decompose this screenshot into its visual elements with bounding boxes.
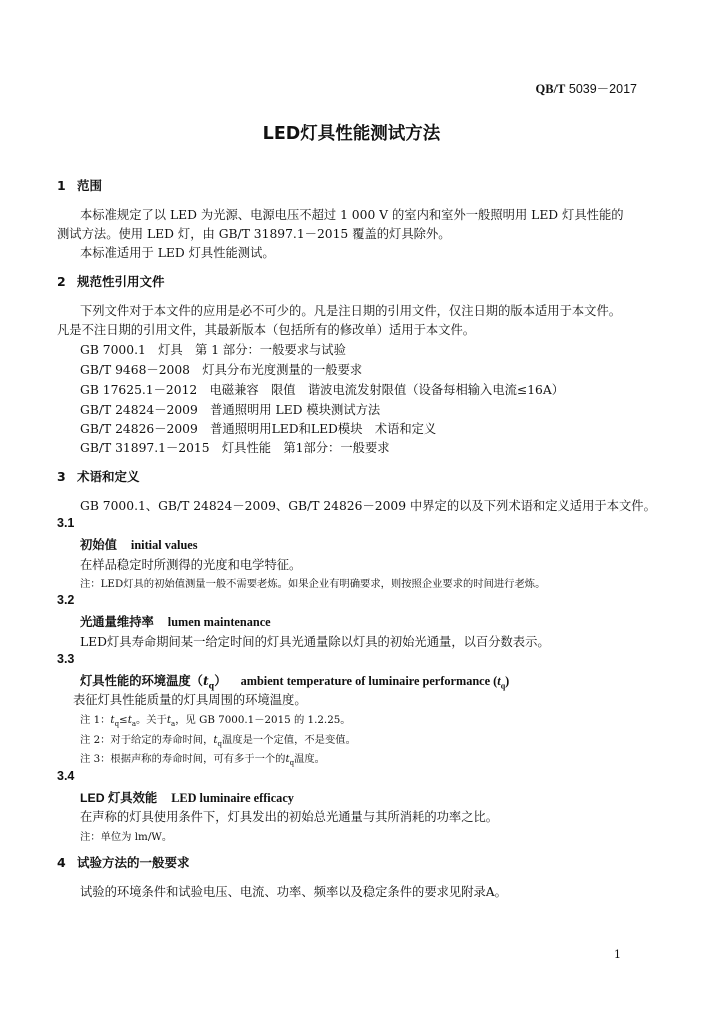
reference-item: GB/T 9468－2008 灯具分布光度测量的一般要求 <box>80 363 363 377</box>
section-2-paragraph-1b: 凡是不注日期的引用文件，其最新版本（包括所有的修改单）适用于本文件。 <box>57 323 476 337</box>
term-3-3-number: 3.3 <box>57 652 75 666</box>
section-1-paragraph-2: 本标准适用于 LED 灯具性能测试。 <box>80 246 275 260</box>
term-3-3-note-1: 注 1：$t_q\le t_a$。关于$t_a$，见 GB 7000.1－2015 的 1.2.25。 <box>80 714 351 729</box>
reference-item: GB 7000.1 灯具 第 1 部分：一般要求与试验 <box>80 343 346 357</box>
reference-item: GB/T 31897.1－2015 灯具性能 第1部分：一般要求 <box>80 441 390 455</box>
term-3-4-note: 注：单位为 lm/W。 <box>80 831 173 843</box>
section-3-heading: 3 术语和定义 <box>57 469 140 484</box>
term-3-4-definition: 在声称的灯具使用条件下，灯具发出的初始总光通量与其所消耗的功率之比。 <box>80 810 499 824</box>
term-3-1-definition: 在样品稳定时所测得的光度和电学特征。 <box>80 558 302 572</box>
section-2-heading: 2 规范性引用文件 <box>57 274 165 289</box>
term-3-1-number: 3.1 <box>57 516 75 530</box>
section-1-paragraph-1a: 本标准规定了以 LED 为光源、电源电压不超过 1 000 V 的室内和室外一般照明用 LED 灯具性能的 <box>80 208 624 222</box>
page-number: 1 <box>614 948 621 961</box>
term-3-2-title: 光通量维持率 lumen maintenance <box>80 614 271 629</box>
term-3-2-number: 3.2 <box>57 593 75 607</box>
term-3-4-title: LED 灯具效能 LED luminaire efficacy <box>80 791 294 805</box>
reference-item: GB/T 24826－2009 普通照明用LED和LED模块 术语和定义 <box>80 422 437 436</box>
document-title: LED灯具性能测试方法 <box>262 124 441 144</box>
reference-item: GB/T 24824－2009 普通照明用 LED 模块测试方法 <box>80 403 381 417</box>
term-3-1-title: 初始值 initial values <box>80 537 198 552</box>
term-3-3-note-3: 注 3：根据声称的寿命时间，可有多于一个的$t_q$温度。 <box>80 753 325 768</box>
section-2-paragraph-1a: 下列文件对于本文件的应用是必不可少的。凡是注日期的引用文件，仅注日期的版本适用于本文件。 <box>80 304 622 318</box>
section-4-paragraph-1: 试验的环境条件和试验电压、电流、功率、频率以及稳定条件的要求见附录A。 <box>80 885 507 899</box>
section-3-paragraph-1: GB 7000.1、GB/T 24824－2009、GB/T 24826－2009 中界定的以及下列术语和定义适用于本文件。 <box>80 499 656 513</box>
term-3-3-note-2: 注 2：对于给定的寿命时间，$t_q$温度是一个定值，不是变值。 <box>80 734 356 749</box>
term-3-3-title: 灯具性能的环境温度$(t_q)$ ambient temperature of luminaire performance $(t_q)$ <box>80 673 510 691</box>
reference-item: GB 17625.1－2012 电磁兼容 限值 谐波电流发射限值（设备每相输入电流≤16A） <box>80 383 565 397</box>
section-1-heading: 1 范围 <box>57 178 103 193</box>
standard-code: QB/T 5039－2017 <box>535 82 637 96</box>
section-4-heading: 4 试验方法的一般要求 <box>57 855 190 870</box>
term-3-3-definition: 表征灯具性能质量的灯具周围的环境温度。 <box>73 693 307 707</box>
section-1-paragraph-1b: 测试方法。使用 LED 灯，由 GB/T 31897.1－2015 覆盖的灯具除外。 <box>57 227 451 241</box>
term-3-4-number: 3.4 <box>57 769 75 783</box>
term-3-1-note: 注：LED灯具的初始值测量一般不需要老炼。如果企业有明确要求，则按照企业要求的时间进行老炼。 <box>80 578 546 590</box>
term-3-2-definition: LED灯具寿命期间某一给定时间的灯具光通量除以灯具的初始光通量，以百分数表示。 <box>80 635 550 649</box>
